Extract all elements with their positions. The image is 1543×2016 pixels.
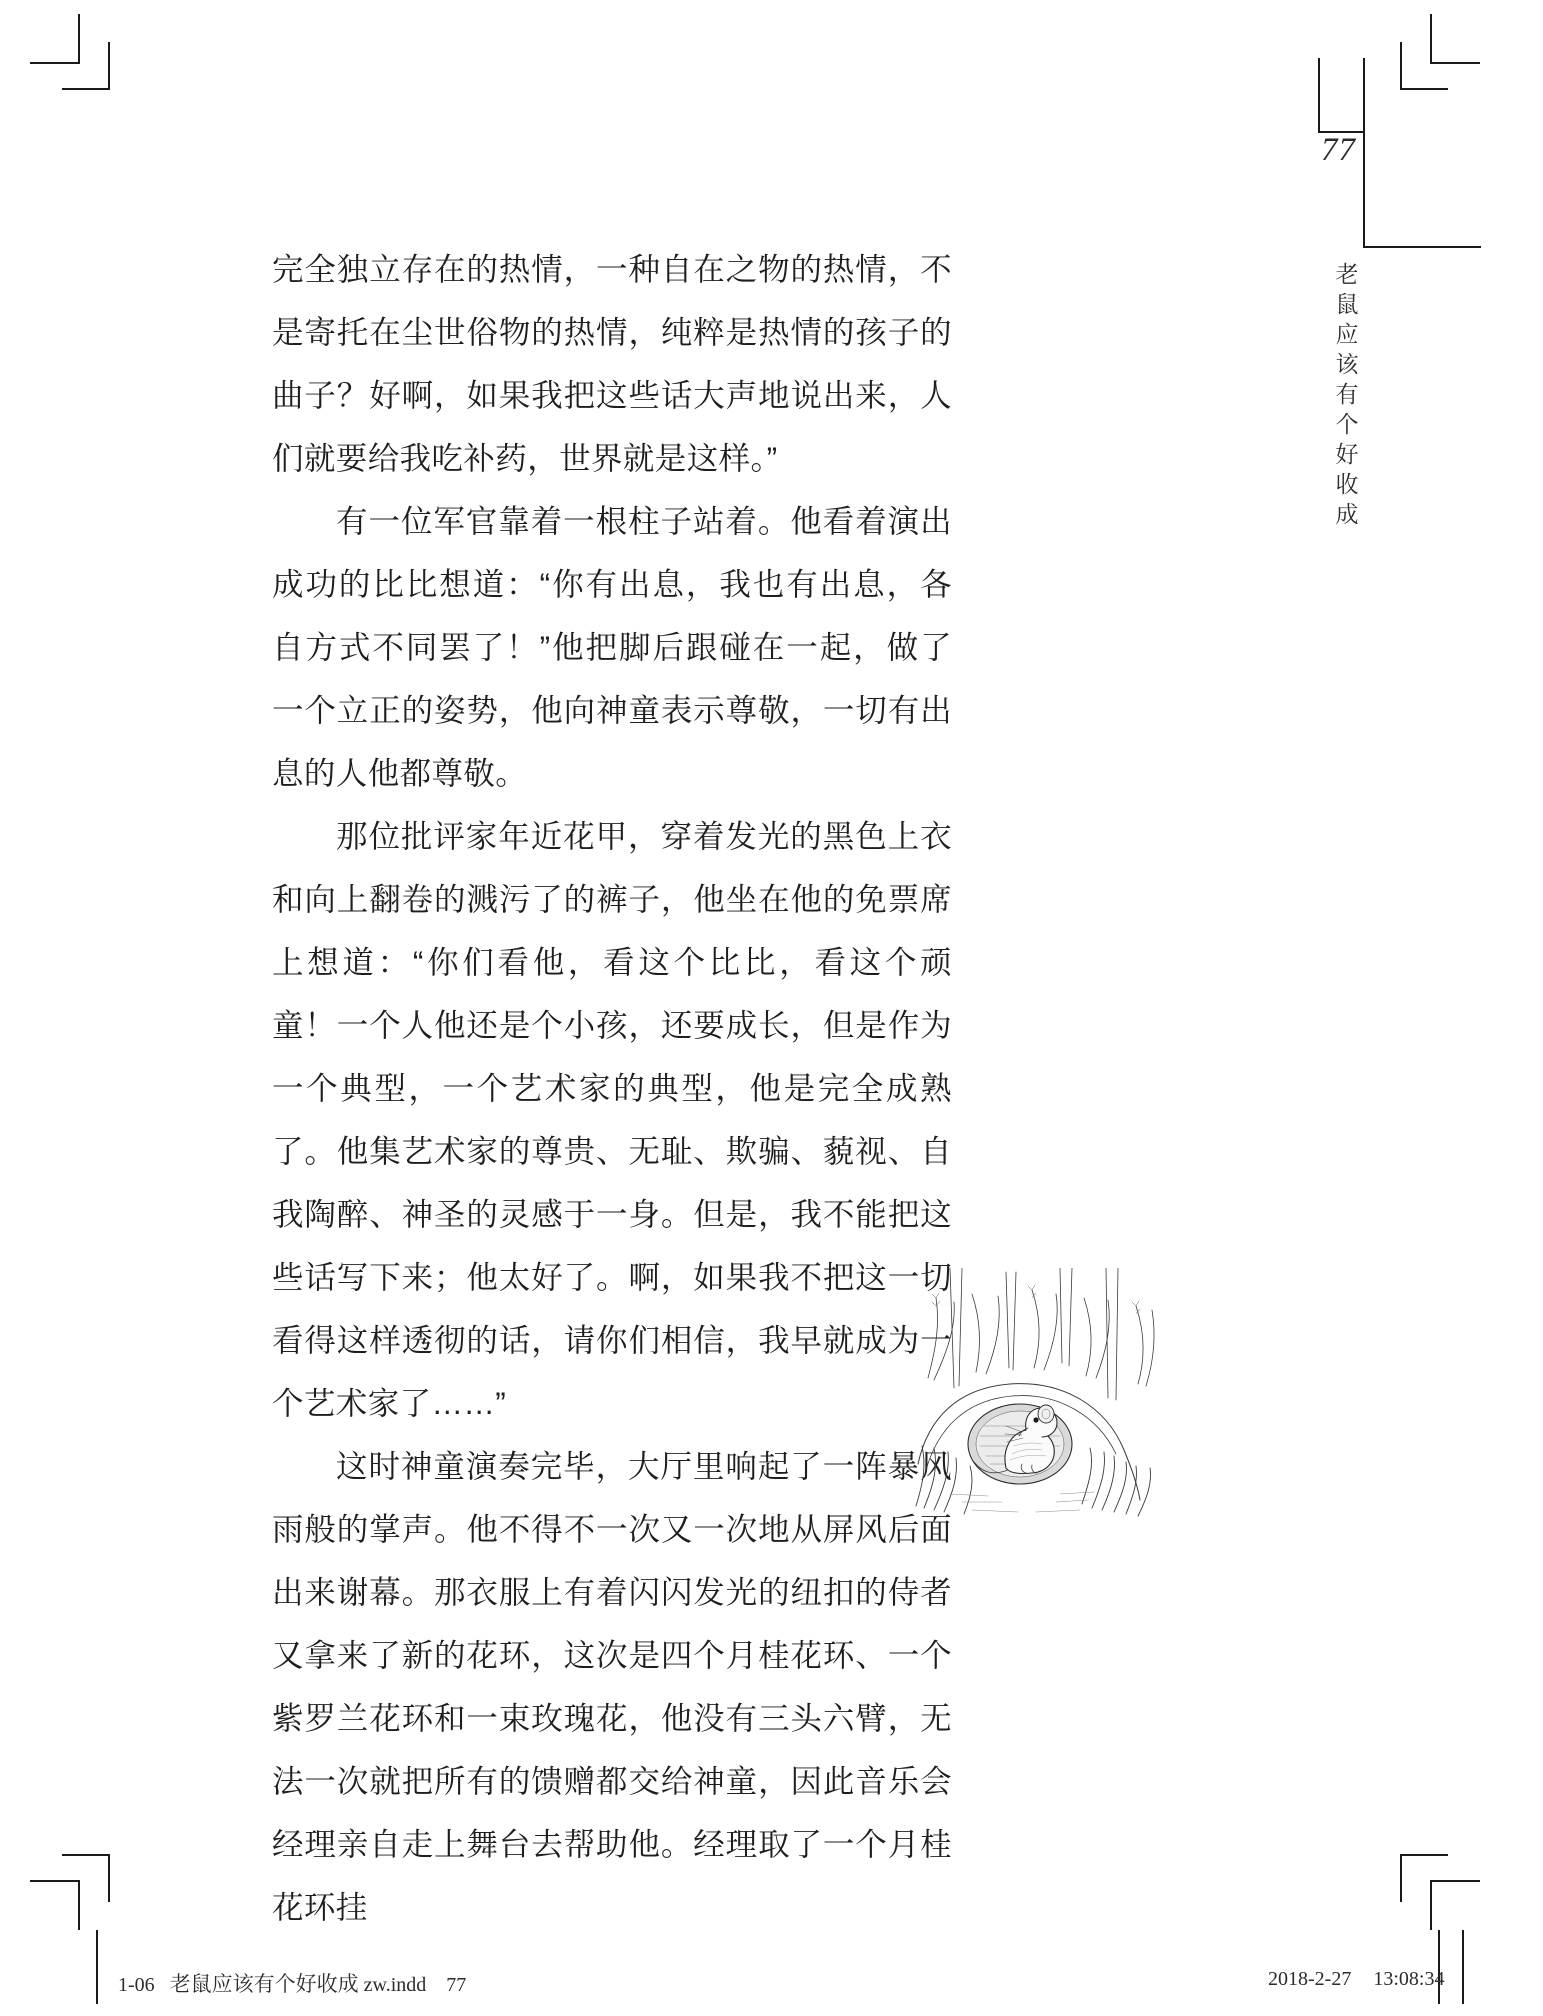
running-head-char: 收: [1335, 472, 1359, 497]
footer-filename-prefix: 1-06: [118, 1974, 155, 1996]
crop-mark-top-right-inner: [1400, 42, 1448, 90]
running-head-char: 好: [1335, 442, 1359, 467]
running-head-char: 鼠: [1335, 292, 1359, 317]
page-number: 77: [1321, 132, 1356, 168]
footer-rule-left: [96, 1930, 98, 2004]
footer-rule-right-outer: [1438, 1930, 1440, 2004]
footer-filename: [118, 1968, 466, 1998]
register-rule-horizontal-outer: [1363, 246, 1481, 248]
footer-filename-page: 77: [446, 1974, 467, 1996]
footer-rule-right-inner: [1462, 1930, 1464, 2004]
running-head-char: 成: [1335, 502, 1359, 527]
footer-date: 2018-2-27: [1268, 1968, 1352, 1990]
running-head-char: 应: [1335, 322, 1359, 347]
crop-mark-top-left-inner: [62, 42, 110, 90]
running-head-char: 个: [1335, 412, 1359, 437]
register-rule-vertical-outer: [1363, 58, 1365, 248]
running-head-vertical: [1330, 260, 1364, 530]
register-rule-vertical-inner: [1318, 58, 1320, 133]
running-head-char: 有: [1335, 382, 1359, 407]
paragraph: 那位批评家年近花甲，穿着发光的黑色上衣和向上翻卷的溅污了的裤子，他坐在他的免票席上想道：“你们看他，看这个比比，看这个顽童！一个人他还是个小孩，还要成长，但是作为一个典型，一个艺术家的典型，他是完全成熟了。他集艺术家的尊贵、无耻、欺骗、藐视、自我陶醉、神圣的灵感于一身。但是，我不能把这些话写下来；他太好了。啊，如果我不把这一切看得这样透彻的话，请你们相信，我早就成为一个艺术家了……”: [272, 818, 952, 1421]
paragraph: 有一位军官靠着一根柱子站着。他看着演出成功的比比想道：“你有出息，我也有出息，各自方式不同罢了！”他把脚后跟碰在一起，做了一个立正的姿势，他向神童表示尊敬，一切有出息的人他都尊敬。: [272, 503, 952, 791]
footer-filename-suffix: zw.indd: [363, 1974, 427, 1996]
crop-mark-bottom-right-inner: [1400, 1854, 1448, 1902]
footer-filename-cjk: 老鼠应该有个好收成: [169, 1972, 359, 1996]
paragraph: 完全独立存在的热情，一种自在之物的热情，不是寄托在尘世俗物的热情，纯粹是热情的孩子的曲子？好啊，如果我把这些话大声地说出来，人们就要给我吃补药，世界就是这样。”: [272, 251, 952, 476]
running-head-char: 该: [1335, 352, 1359, 377]
footer-timestamp: [1268, 1968, 1444, 1991]
running-head-char: 老: [1335, 262, 1359, 287]
body-text-column: [272, 238, 952, 1939]
crop-mark-bottom-left-inner: [62, 1854, 110, 1902]
footer-time: 13:08:34: [1373, 1968, 1445, 1990]
paragraph: 这时神童演奏完毕，大厅里响起了一阵暴风雨般的掌声。他不得不一次又一次地从屏风后面出来谢幕。那衣服上有着闪闪发光的纽扣的侍者又拿来了新的花环，这次是四个月桂花环、一个紫罗兰花环和一束玫瑰花，他没有三头六臂，无法一次就把所有的馈赠都交给神童，因此音乐会经理亲自走上舞台去帮助他。经理取了一个月桂花环挂: [272, 1448, 952, 1925]
